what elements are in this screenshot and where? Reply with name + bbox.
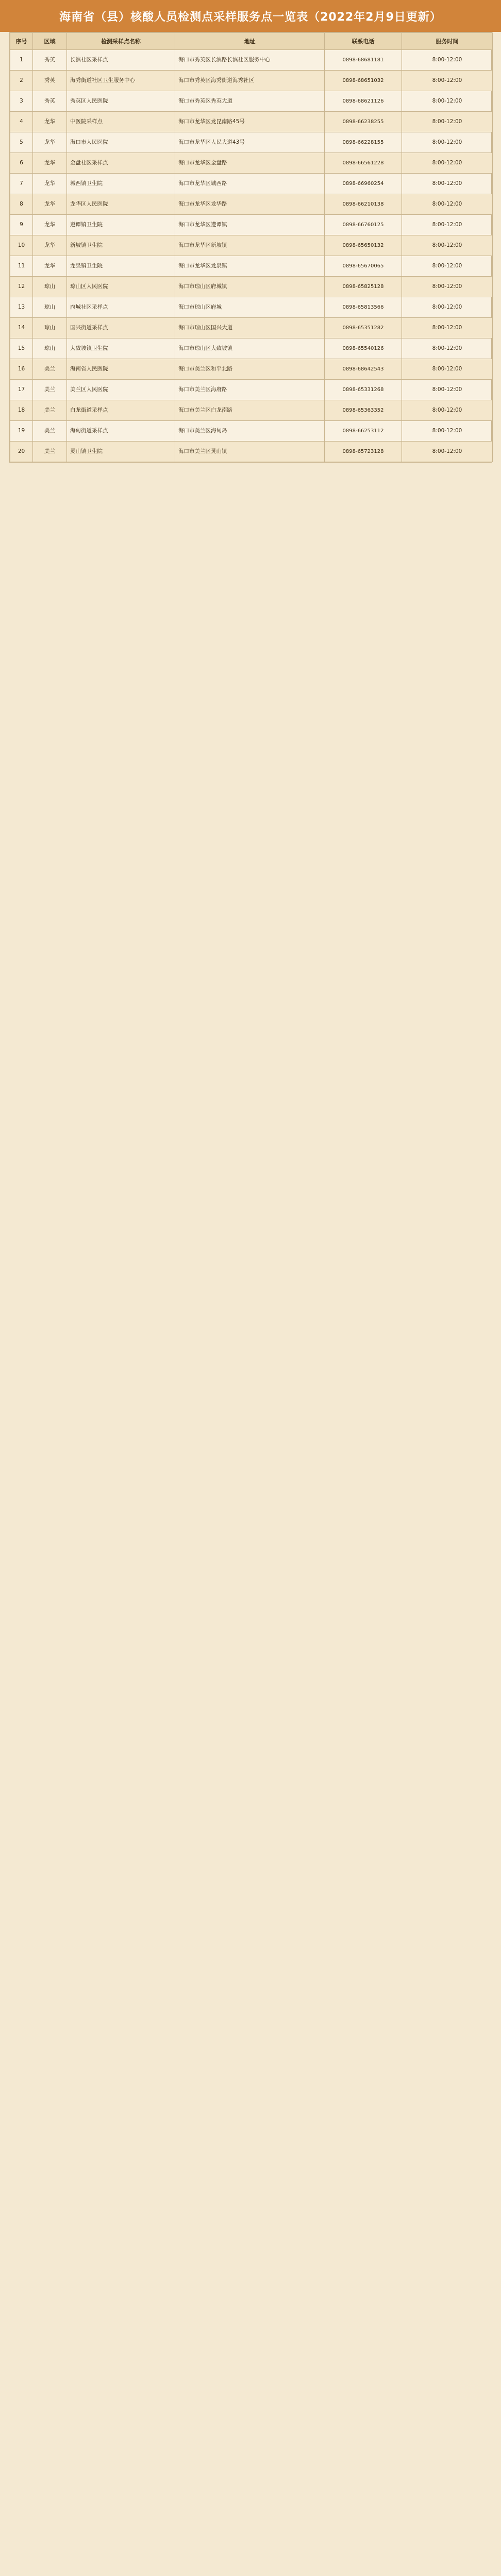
table-cell-phone: 0898-65650132 xyxy=(325,235,402,256)
table-cell-phone: 0898-66253112 xyxy=(325,421,402,442)
column-header: 区域 xyxy=(33,33,67,50)
table-cell-area: 龙华 xyxy=(33,235,67,256)
table-cell-no: 18 xyxy=(10,400,33,421)
table-cell-site: 琼山区人民医院 xyxy=(67,277,175,297)
table-cell-area: 龙华 xyxy=(33,256,67,277)
table-cell-no: 16 xyxy=(10,359,33,380)
table-cell-area: 琼山 xyxy=(33,338,67,359)
table-cell-no: 1 xyxy=(10,50,33,71)
table-cell-phone: 0898-68681181 xyxy=(325,50,402,71)
table-cell-no: 11 xyxy=(10,256,33,277)
table-cell-no: 3 xyxy=(10,91,33,112)
table-cell-site: 秀英区人民医院 xyxy=(67,91,175,112)
table-cell-hours: 8:00-12:00 xyxy=(402,174,493,194)
table-row xyxy=(10,215,493,235)
table-cell-area: 龙华 xyxy=(33,132,67,153)
page-title-text: 海南省（县）核酸人员检测点采样服务点一览表（2022年2月9日更新） xyxy=(59,10,442,24)
table-cell-hours: 8:00-12:00 xyxy=(402,442,493,462)
table-cell-addr: 海口市龙华区龙泉镇 xyxy=(175,256,325,277)
table-row xyxy=(10,297,493,318)
table-cell-site: 金盘社区采样点 xyxy=(67,153,175,174)
column-header: 联系电话 xyxy=(325,33,402,50)
table-cell-hours: 8:00-12:00 xyxy=(402,400,493,421)
page-title xyxy=(0,0,501,32)
sampling-table-container xyxy=(9,32,492,463)
table-cell-hours: 8:00-12:00 xyxy=(402,132,493,153)
table-cell-hours: 8:00-12:00 xyxy=(402,112,493,132)
table-cell-site: 美兰区人民医院 xyxy=(67,380,175,400)
table-cell-phone: 0898-68651032 xyxy=(325,71,402,91)
table-cell-area: 龙华 xyxy=(33,112,67,132)
table-cell-addr: 海口市琼山区府城 xyxy=(175,297,325,318)
table-cell-phone: 0898-65813566 xyxy=(325,297,402,318)
table-cell-site: 新坡镇卫生院 xyxy=(67,235,175,256)
table-cell-site: 长滨社区采样点 xyxy=(67,50,175,71)
table-body xyxy=(10,50,493,462)
table-cell-addr: 海口市龙华区龙昆南路45号 xyxy=(175,112,325,132)
table-row xyxy=(10,174,493,194)
table-cell-phone: 0898-65331268 xyxy=(325,380,402,400)
table-cell-addr: 海口市秀英区海秀街道海秀社区 xyxy=(175,71,325,91)
table-cell-area: 美兰 xyxy=(33,421,67,442)
table-cell-no: 19 xyxy=(10,421,33,442)
table-cell-site: 国兴街道采样点 xyxy=(67,318,175,338)
table-cell-no: 20 xyxy=(10,442,33,462)
table-cell-site: 府城社区采样点 xyxy=(67,297,175,318)
table-cell-hours: 8:00-12:00 xyxy=(402,50,493,71)
table-cell-no: 7 xyxy=(10,174,33,194)
column-header: 序号 xyxy=(10,33,33,50)
table-cell-addr: 海口市龙华区金盘路 xyxy=(175,153,325,174)
table-cell-area: 龙华 xyxy=(33,174,67,194)
table-cell-site: 龙泉镇卫生院 xyxy=(67,256,175,277)
table-cell-area: 琼山 xyxy=(33,297,67,318)
table-row xyxy=(10,277,493,297)
table-cell-addr: 海口市美兰区海府路 xyxy=(175,380,325,400)
table-row xyxy=(10,71,493,91)
table-cell-hours: 8:00-12:00 xyxy=(402,153,493,174)
table-cell-area: 龙华 xyxy=(33,194,67,215)
table-cell-hours: 8:00-12:00 xyxy=(402,359,493,380)
column-header: 地址 xyxy=(175,33,325,50)
table-cell-area: 美兰 xyxy=(33,442,67,462)
table-cell-no: 5 xyxy=(10,132,33,153)
table-cell-site: 中医院采样点 xyxy=(67,112,175,132)
table-row xyxy=(10,400,493,421)
table-cell-hours: 8:00-12:00 xyxy=(402,194,493,215)
table-cell-area: 美兰 xyxy=(33,400,67,421)
table-cell-addr: 海口市秀英区长滨路长滨社区服务中心 xyxy=(175,50,325,71)
table-row xyxy=(10,442,493,462)
table-cell-hours: 8:00-12:00 xyxy=(402,297,493,318)
table-header-row xyxy=(10,33,493,50)
table-cell-no: 12 xyxy=(10,277,33,297)
table-row xyxy=(10,153,493,174)
table-cell-addr: 海口市美兰区海甸岛 xyxy=(175,421,325,442)
table-cell-addr: 海口市美兰区灵山镇 xyxy=(175,442,325,462)
table-cell-hours: 8:00-12:00 xyxy=(402,421,493,442)
sampling-table xyxy=(10,32,493,462)
table-cell-no: 4 xyxy=(10,112,33,132)
table-cell-hours: 8:00-12:00 xyxy=(402,235,493,256)
table-cell-addr: 海口市龙华区人民大道43号 xyxy=(175,132,325,153)
table-cell-phone: 0898-66210138 xyxy=(325,194,402,215)
table-cell-phone: 0898-66238255 xyxy=(325,112,402,132)
table-cell-phone: 0898-66228155 xyxy=(325,132,402,153)
table-cell-area: 琼山 xyxy=(33,277,67,297)
table-cell-no: 2 xyxy=(10,71,33,91)
table-cell-no: 9 xyxy=(10,215,33,235)
table-cell-area: 龙华 xyxy=(33,215,67,235)
table-cell-addr: 海口市琼山区大致坡镇 xyxy=(175,338,325,359)
table-cell-no: 14 xyxy=(10,318,33,338)
table-cell-phone: 0898-68642543 xyxy=(325,359,402,380)
table-cell-site: 遵谭镇卫生院 xyxy=(67,215,175,235)
table-cell-hours: 8:00-12:00 xyxy=(402,215,493,235)
table-cell-no: 15 xyxy=(10,338,33,359)
table-cell-site: 城西镇卫生院 xyxy=(67,174,175,194)
column-header: 服务时间 xyxy=(402,33,493,50)
table-cell-phone: 0898-66561228 xyxy=(325,153,402,174)
table-cell-site: 海秀街道社区卫生服务中心 xyxy=(67,71,175,91)
table-cell-hours: 8:00-12:00 xyxy=(402,91,493,112)
table-cell-area: 美兰 xyxy=(33,380,67,400)
table-cell-site: 海南省人民医院 xyxy=(67,359,175,380)
table-cell-no: 13 xyxy=(10,297,33,318)
table-cell-addr: 海口市美兰区和平北路 xyxy=(175,359,325,380)
table-cell-no: 8 xyxy=(10,194,33,215)
table-row xyxy=(10,194,493,215)
table-cell-phone: 0898-65351282 xyxy=(325,318,402,338)
column-header: 检测采样点名称 xyxy=(67,33,175,50)
table-cell-area: 秀英 xyxy=(33,71,67,91)
table-cell-site: 白龙街道采样点 xyxy=(67,400,175,421)
table-row xyxy=(10,318,493,338)
table-cell-site: 海口市人民医院 xyxy=(67,132,175,153)
table-cell-addr: 海口市琼山区府城镇 xyxy=(175,277,325,297)
table-cell-addr: 海口市龙华区城西路 xyxy=(175,174,325,194)
table-cell-phone: 0898-68621126 xyxy=(325,91,402,112)
table-cell-hours: 8:00-12:00 xyxy=(402,277,493,297)
table-cell-hours: 8:00-12:00 xyxy=(402,380,493,400)
table-cell-addr: 海口市龙华区遵谭镇 xyxy=(175,215,325,235)
table-cell-phone: 0898-65825128 xyxy=(325,277,402,297)
table-row xyxy=(10,132,493,153)
table-cell-phone: 0898-65723128 xyxy=(325,442,402,462)
table-cell-site: 龙华区人民医院 xyxy=(67,194,175,215)
table-row xyxy=(10,338,493,359)
table-cell-addr: 海口市秀英区秀英大道 xyxy=(175,91,325,112)
table-cell-no: 6 xyxy=(10,153,33,174)
table-cell-phone: 0898-65540126 xyxy=(325,338,402,359)
table-row xyxy=(10,50,493,71)
table-cell-hours: 8:00-12:00 xyxy=(402,338,493,359)
table-cell-addr: 海口市美兰区白龙南路 xyxy=(175,400,325,421)
table-row xyxy=(10,421,493,442)
table-cell-area: 秀英 xyxy=(33,50,67,71)
table-cell-area: 美兰 xyxy=(33,359,67,380)
table-cell-no: 17 xyxy=(10,380,33,400)
table-cell-hours: 8:00-12:00 xyxy=(402,318,493,338)
table-row xyxy=(10,359,493,380)
table-cell-addr: 海口市龙华区新坡镇 xyxy=(175,235,325,256)
table-row xyxy=(10,112,493,132)
table-cell-phone: 0898-65670065 xyxy=(325,256,402,277)
table-cell-phone: 0898-66760125 xyxy=(325,215,402,235)
table-row xyxy=(10,256,493,277)
table-cell-phone: 0898-65363352 xyxy=(325,400,402,421)
table-cell-site: 灵山镇卫生院 xyxy=(67,442,175,462)
table-cell-hours: 8:00-12:00 xyxy=(402,256,493,277)
table-cell-area: 琼山 xyxy=(33,318,67,338)
table-cell-no: 10 xyxy=(10,235,33,256)
table-cell-area: 秀英 xyxy=(33,91,67,112)
table-cell-hours: 8:00-12:00 xyxy=(402,71,493,91)
table-cell-addr: 海口市龙华区龙华路 xyxy=(175,194,325,215)
table-cell-site: 海甸街道采样点 xyxy=(67,421,175,442)
table-row xyxy=(10,91,493,112)
table-row xyxy=(10,380,493,400)
table-cell-phone: 0898-66960254 xyxy=(325,174,402,194)
table-cell-area: 龙华 xyxy=(33,153,67,174)
table-row xyxy=(10,235,493,256)
table-cell-site: 大致坡镇卫生院 xyxy=(67,338,175,359)
table-cell-addr: 海口市琼山区国兴大道 xyxy=(175,318,325,338)
